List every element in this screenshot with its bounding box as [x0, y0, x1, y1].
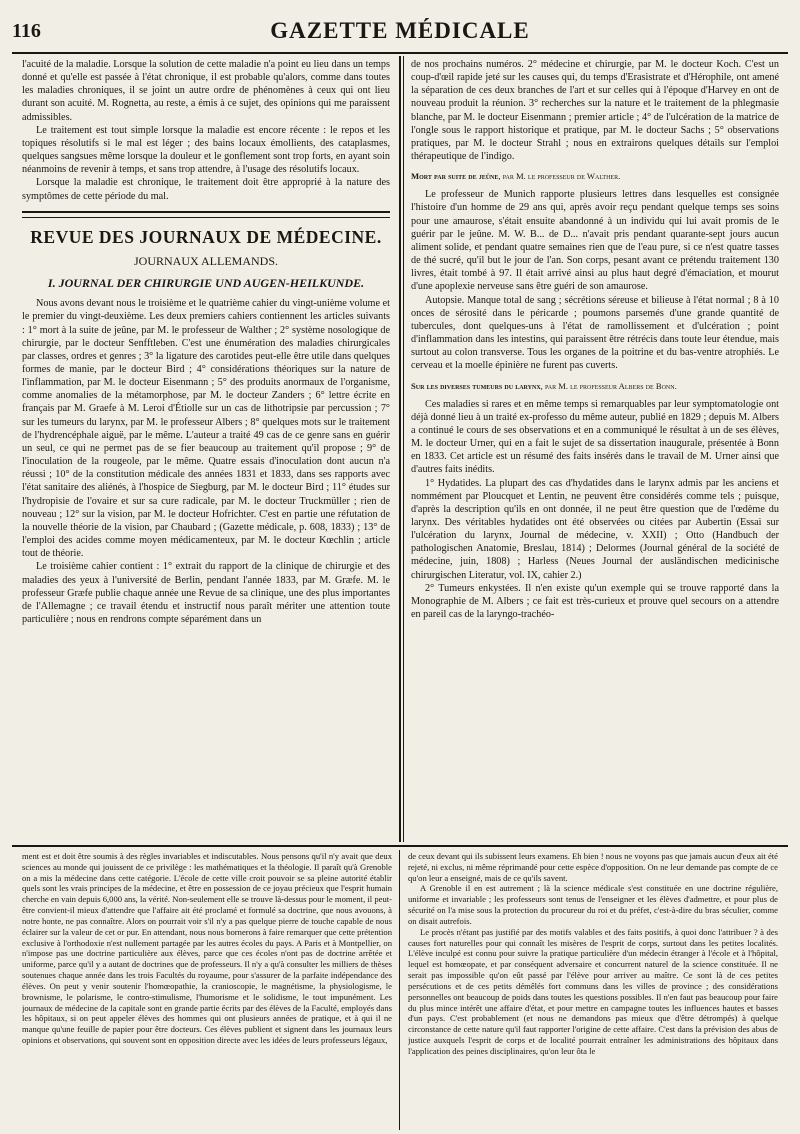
paragraph: Nous avons devant nous le troisième et le quatrième cahier du vingt-unième volume et le premier du vingt-deuxième. Les deux premiers cahiers contiennent les articles suivants : 1° mort à la suite de jeûne, par M. le professeur de Walther ; 2° système nosologique de chirurgie, par le docteur Senfftleben. C'est une énumération des maladies chirurgicales par classes, ordres et genres ; 3° la ligature des carotides peut-elle être utile dans quelques formes de manie, par le docteur Bird ; 4° considérations théoriques sur la nature de l'inflammation, par M. le docteur Eisenmann ; 5° des produits anormaux de l'organisme, comme anomalies de la métamorphose, par M. le docteur Zanders ; 6° lettre écrite en français par M. Graefe à M. Leroi d'Étiolle sur un cas de lithotripsie par percussion ; 7° sur les tumeurs du larynx, par M. le professeur Albers ; 8° quelques mots sur le traitement de l'hydrencéphale aiguë, par le même. L'auteur a traité 49 cas de ce genre sans en guérir un seul, ce qui ne permet pas de se fier beaucoup au traitement qu'il propose ; 9° de l'inoculation de la rougeole, par le même. Quatre essais d'inoculation dont aucun n'a réussi ; 10° de la constitution médicale des années 1831 et 1833, dans ses rapports avec l'état sanitaire des aliénés, à l'hospice de Siegburg, par M. le docteur Bird ; 11° études sur l'hydropisie de l'ovaire et sur sa cure radicale, par M. le docteur Truckmüller ; rien de nouveau ; 12° sur la vision, par M. le docteur Hofrichter. C'est en partie une réfutation de la nouvelle théorie de la vision, par Chaubard ; (Gazette médicale, p. 608, 1833) ; 13° de l'emploi des acides comme moyen médicamenteux, par M. le docteur Kœchlin ; article tout de théorie.	[22, 298, 390, 560]
paragraph: Le professeur de Munich rapporte plusieurs lettres dans lesquelles est consignée l'histoire d'un homme de 29 ans qui, après avoir reçu pendant quelque temps ses soins pour une amaurose, s'était ensuite abandonné à un individu qui lui avait promis de le guérir par le jeûne. M. W. B... de D... n'avait pris pendant quarante-sept jours aucun aliment solide, et pendant quatre semaines rien que de l'eau pure, si ce n'est quatre tasses de thé sucré, qu'il but le jour de l'an. Son corps, pesant avant ce prétendu traitement 130 livres, était tombé à 97. Il était arrivé ainsi au plus haut degré d'émaciation, et mourut d'une apoplexie nerveuse sans être guéri de son amaurose.	[411, 189, 779, 293]
header-rule	[12, 52, 788, 54]
paragraph: A Grenoble il en est autrement ; là la science médicale s'est constituée en une doctrine régulière, uniforme et invariable ; les professeurs sont tenus de l'enseigner et les élèves d'admettre, et pour plus de sécurité on l'a mise sous la protection du procureur du roi et du préfet, c'est-à-dire du bras séculier, comme on disait autrefois.	[408, 883, 778, 926]
review-heading: REVUE DES JOURNAUX DE MÉDECINE.	[30, 226, 382, 247]
article-author: , par M. le professeur de Walther.	[498, 171, 621, 182]
article-title: Sur les diverses tumeurs du larynx	[411, 380, 541, 391]
feuilleton-left-column	[22, 851, 392, 1131]
paragraph: l'acuité de la maladie. Lorsque la solution de cette maladie n'a point eu lieu dans un temps donné et qu'elle est passée à l'état chronique, il est probable qu'alors, comme dans toutes les maladies chroniques, il se joint un autre ordre de phénomènes à ceux qui ont lieu durant son acuité. M. Rognetta, au reste, a émis à ce sujet, des opinions qui me paraissent admissibles.	[22, 59, 390, 123]
left-column	[22, 58, 390, 840]
page-title: GAZETTE MÉDICALE	[270, 18, 530, 43]
review-subheading: JOURNAUX ALLEMANDS.	[133, 254, 278, 269]
paragraph: 2° Tumeurs enkystées. Il n'en existe qu'un exemple qui se trouve rapporté dans la Monographie de M. Albers ; ce fait est très-curieux et prouve quel secours on a attendre en pareil cas de la laryngo-trachéo-	[411, 582, 779, 621]
column-divider-bottom	[399, 850, 400, 1130]
right-column	[411, 58, 779, 840]
page-number: 116	[12, 20, 41, 42]
paragraph: Le traitement est tout simple lorsque la maladie est encore récente : le repos et les topiques résolutifs si le mal est léger ; des bains locaux émollients, des cataplasmes, quelques sangsues même lorsque la douleur et le gonflement sont trop forts, en ayant soin néanmoins de revenir à temps, et sans trop attendre, à l'usage des résolutifs locaux.	[22, 124, 390, 176]
paragraph: de ceux devant qui ils subissent leurs examens. Eh bien ! nous ne voyons pas que jamais aucun d'eux ait été rejeté, ni exclus, ni même réprimandé pour cette espèce d'opposition. On ne leur demande pas compte de ce qu'on leur a enseigné, mais de ce qu'ils savent.	[408, 851, 778, 883]
paragraph: ment est et doit être soumis à des règles invariables et indiscutables. Nous pensons qu'il n'y avait que deux sciences au monde qui jouissent de ce privilège : les mathématiques et la théologie. Il paraît qu'à Grenoble on a mis la médecine dans cette catégorie. L'école de cette ville croit pouvoir se sa pleine autorité établir quels sont les vrais principes de la médecine, et être en possession de ce joyau précieux que l'esprit humain cherche en vain depuis 6,000 ans, la vérité. Non-seulement elle se trouve là-dessus pour le moment, il peut-être convient-il mieux d'attendre que l'affaire ait été proclamé et formulé sa doctrine, que nous avouons, à notre honte, ne pas connaître. Alors on pourrait voir s'il n'y a pas quelque pierre de touche capable de nous éclairer sur la valeur de cet or pur. En attendant, nous nous bornerons à faire remarquer que cette prétention exclusive à l'orthodoxie n'est nullement partagée par les autres écoles du pays. A Paris et à Montpellier, on n'impose pas une doctrine particulière aux élèves, parce que ces écoles n'ont pas de doctrine arrêtée et uniforme, parce qu'il y a autant de doctrines que de professeurs. Il n'y a qu'à consulter les milliers de thèses soutenues chaque année dans les trois Facultés du royaume, pour s'assurer de la parfaite indépendance des élèves. On peut y venir soutenir l'homœopathie, la cranioscopie, le magnétisme, la physiologisme, le brownisme, le polarisme, le contro-stimulisme, l'humorisme et le solidisme, le tout impunément. Les journaux de médecine de la capitale sont en grande partie écrits par des élèves de la Faculté, employés dans les hôpitaux, si on peut appeler élèves des hommes qui ont plusieurs années de pratique, et à qui il ne manque qu'une feuille de papier pour être docteurs. Ces élèves publient et signent dans les journaux leurs opinions et observations, qui souvent sont en opposition directe avec les idées de leurs professeurs légaux,	[22, 851, 392, 1046]
paragraph: de nos prochains numéros. 2° médecine et chirurgie, par M. le docteur Koch. C'est un coup-d'œil rapide jeté sur les causes qui, du temps d'Erasistrate et d'Hérophile, ont amené la séparation de ces deux branches de l'art et sur celles qui à l'époque d'Harvey en ont de nouveau produit la réunion. 3° recherches sur la nature et le traitement de la phlegmasie blanche, par M. le docteur Eisenmann ; premier article ; 4° de l'ulcération de la matrice de l'ongle sous le rapport historique et pratique, par M. le docteur Sachs ; 5° observations pratiques, par M. le docteur Strahl ; nous en extrairons quelques détails sur l'emploi thérapeutique de l'indigo.	[411, 59, 779, 163]
page-header	[12, 18, 788, 48]
paragraph: Lorsque la maladie est chronique, le traitement doit être approprié à la nature des symptômes de cette période du mal.	[22, 177, 390, 202]
section-rule	[22, 211, 390, 213]
column-divider-top	[399, 56, 401, 842]
section-rule-thin	[22, 217, 390, 218]
paragraph: Ces maladies si rares et en même temps si remarquables par leur symptomatologie ont déjà donné lieu à un traité ex-professo du même auteur, publié en 1829 ; depuis M. Albers a continué le cours de ses observations et en a communiqué le résultat à un de ses élèves, M. le docteur Urner, qui en a fait le sujet de sa dissertation inaugurale, présentée à Bonn en 1833. Cet article est un résumé des faits insérés dans le travail de M. Urner ainsi que d'autres faits inédits.	[411, 398, 779, 476]
feuilleton-rule	[12, 845, 788, 847]
paragraph: Autopsie. Manque total de sang ; sécrétions séreuse et bilieuse à l'état normal ; 8 à 10 onces de sérosité dans le péricarde ; poumons parsemés d'une grande quantité de tubercules, dont quelques-uns à l'état de ramollissement et d'ulcération ; point d'inflammation dans les intestins, qui paraissent être rétrécis dans toute leur étendue, mais surtout au colon transverse. Tous les organes de la poitrine et du bas-ventre atrophiés. Le cerveau et la moelle épinière ne furent pas cuverts.	[411, 294, 779, 372]
paragraph: 1° Hydatides. La plupart des cas d'hydatides dans le larynx admis par les anciens et nommément par Ploucquet et Lentin, ne peuvent être considérés comme tels ; puisque, d'après la description qu'ils en ont donnée, il ne peut être question que de l'œdème du larynx. Des véritables hydatides ont été observées ou citées par Aubertin (Essai sur l'ulcération du larynx, Journal de médecine, v. XXII) ; Otto (Handbuch der pathologischen Anatomie, Breslau, 1814) ; Delormes (Journal général de la société de médecine, juin, 1808) ; Harless (Neues Journal der ausländischen medicinische chirurgischen Literatur, vol. IX, cahier 2.)	[411, 477, 779, 581]
article-title: Mort par suite de jeûne	[411, 171, 499, 182]
article-heading	[411, 171, 779, 182]
journal-title: I. JOURNAL DER CHIRURGIE UND AUGEN-HEILKUNDE.	[47, 275, 365, 290]
article-heading	[411, 381, 779, 392]
column-divider-top-2	[403, 56, 404, 842]
article-author: , par M. le professeur Albers de Bonn.	[540, 380, 677, 391]
paragraph: Le procès n'étant pas justifié par des motifs valables et des faits positifs, à quoi donc l'attribuer ? à des causes fort naturelles pour qui connaît les misères de l'esprit de corps, surtout dans les petites localités. L'élève inculpé est connu pour suivre la pratique particulière d'un médecin étranger à l'école et à l'hôpital, lequel est homœopate, et par conséquent adversaire et concurrent naturel de la science constituée. Il ne serait pas impossible qu'on eût passé par l'élève pour arriver au maître. Ce sont là de ces petites persécutions et de ces petits démêlés fort communs dans les villes de province ; des considérations personnelles ont beaucoup de poids dans toutes les questions possibles. Il n'en faut pas beaucoup pour faire du plus mince intérêt une affaire d'état, et pour mettre en campagne toutes les influences hautes et basses d'un pays. C'est probablement (et nous ne demandons pas mieux que d'être détrompés) à quelque circonstance de cette nature qu'il faut rapporter l'origine de cette affaire. C'est dans la prévision des abus de justice auxquels l'esprit de corps et de localité pourrait entraîner les administrations des hôpitaux dans l'application des peines disciplinaires, qu'on leur ôta le	[408, 926, 778, 1056]
feuilleton-right-column	[408, 851, 778, 1131]
paragraph: Le troisième cahier contient : 1° extrait du rapport de la clinique de chirurgie et des maladies des yeux à l'université de Berlin, pendant l'année 1833, par M. Græfe. M. le professeur Græfe publie chaque année une Revue de sa clinique, une des plus importantes de l'Allemagne ; ce travail étendu et instructif nous paraît mériter une attention toute particulière ; nous en rendrons compte séparément dans un	[22, 561, 390, 625]
